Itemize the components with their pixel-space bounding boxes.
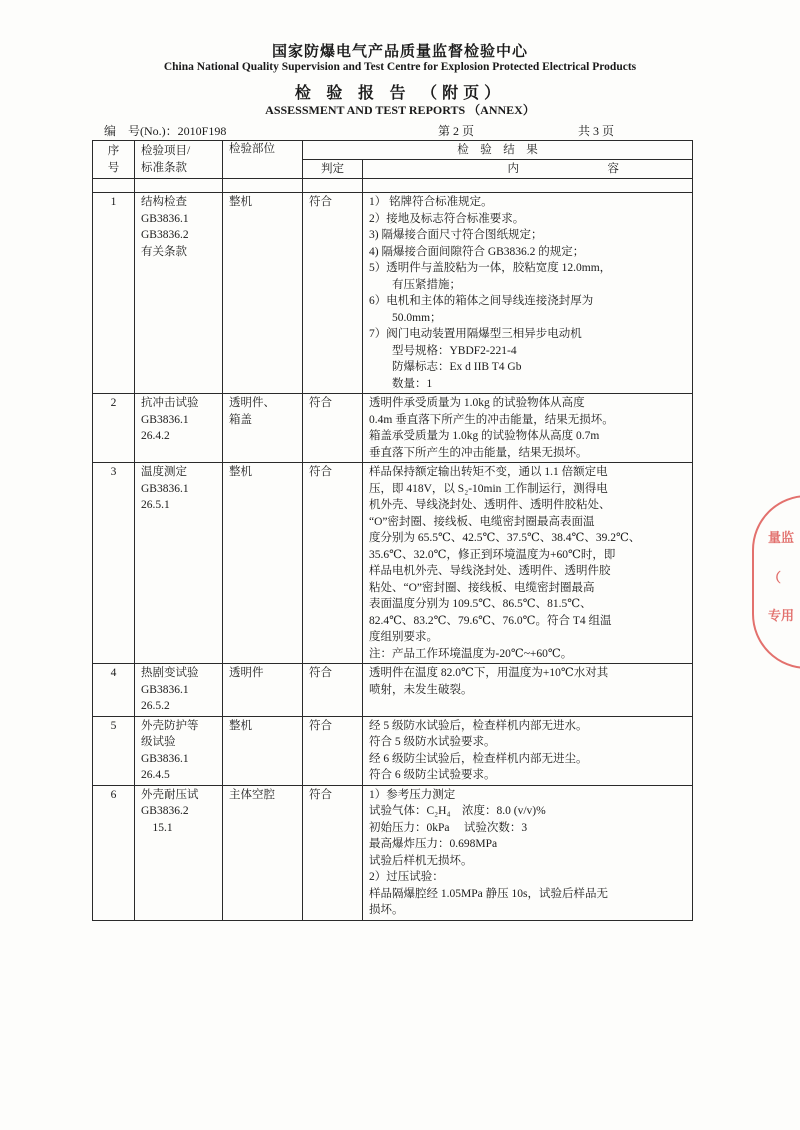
organization-title-zh: 国家防爆电气产品质量监督检验中心 bbox=[271, 42, 528, 60]
table-row bbox=[93, 664, 693, 717]
row-no: 5 bbox=[93, 716, 135, 785]
report-title-zh: 检 验 报 告 （附页） bbox=[294, 83, 506, 102]
column-header-result: 检 验 结 果 bbox=[303, 141, 693, 160]
row-content: 1）参考压力测定 试验气体：C₂H₄ 浓度：8.0 (v/v)% 初始压力：0kPa 试验次数：3 最高爆炸压力：0.698MPa 试验后样机无损坏。 2）过压试验： 样品隔爆腔经 1.05MPa 静压 10s，试验后样品无 损坏。 bbox=[363, 785, 693, 920]
page-number: 第 2 页 bbox=[438, 124, 475, 138]
row-no: 1 bbox=[93, 193, 135, 394]
report-number: 编 号(No.)：2010F198 bbox=[104, 124, 227, 138]
row-judgement: 符合 bbox=[303, 785, 363, 920]
column-header-judgement: 判定 bbox=[303, 160, 363, 179]
row-judgement: 符合 bbox=[303, 193, 363, 394]
table-row bbox=[93, 716, 693, 785]
report-title-en: ASSESSMENT AND TEST REPORTS （ANNEX） bbox=[265, 103, 535, 117]
row-item: 热剧变试验 GB3836.1 26.5.2 bbox=[135, 664, 223, 717]
column-header-part: 检验部位 bbox=[223, 141, 303, 179]
table-row bbox=[93, 463, 693, 664]
table-row bbox=[93, 394, 693, 463]
test-results-table bbox=[92, 140, 693, 921]
row-part: 整机 bbox=[223, 716, 303, 785]
organization-title-en: China National Quality Supervision and Test Centre for Explosion Protected Electrical Products bbox=[163, 61, 637, 73]
row-judgement: 符合 bbox=[303, 716, 363, 785]
row-part: 主体空腔 bbox=[223, 785, 303, 920]
row-content: 经 5 级防水试验后，检查样机内部无进水。 符合 5 级防水试验要求。 经 6 级防尘试验后，检查样机内部无进尘。 符合 6 级防尘试验要求。 bbox=[363, 716, 693, 785]
row-content: 透明件承受质量为 1.0kg 的试验物体从高度 0.4m 垂直落下所产生的冲击能量，结果无损坏。 箱盖承受质量为 1.0kg 的试验物体从高度 0.7m 垂直落下所产生的冲击能量，结果无损坏。 bbox=[363, 394, 693, 463]
row-item: 温度测定 GB3836.1 26.5.1 bbox=[135, 463, 223, 664]
row-no: 2 bbox=[93, 394, 135, 463]
row-no: 3 bbox=[93, 463, 135, 664]
row-content: 1） 铭牌符合标准规定。 2）接地及标志符合标准要求。 3) 隔爆接合面尺寸符合图纸规定； 4) 隔爆接合面间隙符合 GB3836.2 的规定； 5）透明件与盖胶粘为一体，胶粘宽度 12.0mm， 有压紧措施； 6）电机和主体的箱体之间导线连接浇封厚为 50.0mm； 7）阀门电动装置用隔爆型三相异步电动机 型号规格：YBDF2-221-4 防爆标志：Ex d IIB T4 Gb 数量：1 bbox=[363, 193, 693, 394]
row-item: 外壳耐压试 GB3836.2 15.1 bbox=[135, 785, 223, 920]
page-total: 共 3 页 bbox=[578, 124, 615, 138]
row-no: 4 bbox=[93, 664, 135, 717]
row-part: 整机 bbox=[223, 193, 303, 394]
column-header-item: 检验项目/ 标准条款 bbox=[135, 141, 223, 179]
row-item: 抗冲击试验 GB3836.1 26.4.2 bbox=[135, 394, 223, 463]
row-item: 结构检查 GB3836.1 GB3836.2 有关条款 bbox=[135, 193, 223, 394]
row-content: 样品保持额定输出转矩不变，通以 1.1 倍额定电 压，即 418V，以 S₂-10min 工作制运行，测得电 机外壳、导线浇封处、透明件、透明件胶粘处、 “O”密封圈、接线板、电缆密封圈最高表面温 度分别为 65.5℃、42.5℃、37.5℃、38.4℃、39.2℃、 35.6℃、32.0℃，修正到环境温度为+60℃时，即 样品电机外壳、导线浇封处、透明件、透明件胶 粘处、“O”密封圈、接线板、电缆密封圈最高 表面温度分别为 109.5℃、86.5℃、81.5℃、 82.4℃、83.2℃、79.6℃、76.0℃。符合 T4 组温 度组别要求。 注：产品工作环境温度为-20℃~+60℃。 bbox=[363, 463, 693, 664]
row-content: 透明件在温度 82.0℃下，用温度为+10℃水对其 喷射，未发生破裂。 bbox=[363, 664, 693, 717]
column-header-content: 内 容 bbox=[363, 160, 693, 179]
row-part: 整机 bbox=[223, 463, 303, 664]
spacer-row bbox=[93, 179, 693, 193]
row-part: 透明件 bbox=[223, 664, 303, 717]
row-judgement: 符合 bbox=[303, 664, 363, 717]
red-seal-stamp: 量监 （ 专用 bbox=[752, 495, 800, 669]
row-part: 透明件、 箱盖 bbox=[223, 394, 303, 463]
table-row bbox=[93, 785, 693, 920]
table-row bbox=[93, 193, 693, 394]
row-judgement: 符合 bbox=[303, 394, 363, 463]
row-judgement: 符合 bbox=[303, 463, 363, 664]
row-no: 6 bbox=[93, 785, 135, 920]
row-item: 外壳防护等 级试验 GB3836.1 26.4.5 bbox=[135, 716, 223, 785]
column-header-no: 序 号 bbox=[93, 141, 135, 179]
